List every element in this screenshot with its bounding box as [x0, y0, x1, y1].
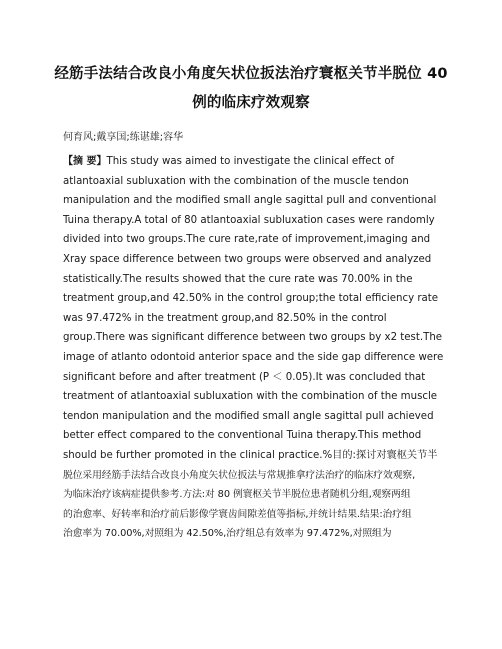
- abstract-line: 脱位采用经筋手法结合改良小角度矢状位扳法与常规推拿疗法治疗的临床疗效观察,: [63, 469, 416, 481]
- abstract-line: tendon manipulation and the modified small angle sagittal pull achieved: [63, 410, 434, 422]
- abstract-line: treatment of atlantoaxial subluxation with the combination of the muscle: [63, 391, 438, 403]
- abstract-line: better effect compared to the conventional Tuina therapy.This method: [63, 430, 422, 442]
- abstract-line-text: This study was aimed to investigate the clinical effect of: [106, 156, 395, 167]
- abstract-line: image of atlanto odontoid anterior space and the side gap difference were: [63, 351, 444, 363]
- abstract-line: manipulation and the modified small angle sagittal pull and conventional: [63, 195, 437, 207]
- abstract-body: [63, 152, 443, 544]
- abstract-line: group.There was significant difference between two groups by x2 test.The: [63, 332, 443, 344]
- abstract-line: treatment group,and 42.50% in the control group;the total efficiency rate: [63, 293, 439, 305]
- abstract-line: 治愈率为 70.00%,对照组为 42.50%,治疗组总有效率为 97.472%,对照组为: [63, 528, 392, 540]
- abstract-line: should be further promoted in the clinical practice.%目的:探讨对寰枢关节半: [63, 449, 438, 461]
- paper-title-line-2: 例的临床疗效观察: [192, 95, 310, 111]
- abstract-line: was 97.472% in the treatment group,and 82.50% in the control: [63, 312, 387, 324]
- abstract-line: atlantoaxial subluxation with the combination of the muscle tendon: [63, 175, 409, 187]
- abstract-label: 【摘 要】: [63, 156, 107, 167]
- abstract-line: statistically.The results showed that the cure rate was 70.00% in the: [63, 273, 413, 285]
- paper-title-line-1: 经筋手法结合改良小角度矢状位扳法治疗寰枢关节半脱位 40: [54, 66, 448, 82]
- abstract-line: 的治愈率、好转率和治疗前后影像学寰齿间隙差值等指标,并统计结果.结果:治疗组: [63, 508, 412, 520]
- abstract-line: divided into two groups.The cure rate,rate of improvement,imaging and: [63, 234, 431, 246]
- abstract-line: significant before and after treatment (P ＜ 0.05).It was concluded that: [63, 371, 426, 383]
- abstract-line: Xray space difference between two groups were observed and analyzed: [63, 253, 432, 265]
- abstract-line: 为临床治疗该病症提供参考.方法:对 80 例寰枢关节半脱位患者随机分组,观察两组: [63, 489, 411, 501]
- author-list: 何育风;戴享国;练谌雄;容华: [63, 132, 184, 143]
- abstract-line: [63, 152, 443, 172]
- abstract-line: Tuina therapy.A total of 80 atlantoaxial subluxation cases were randomly: [63, 214, 435, 226]
